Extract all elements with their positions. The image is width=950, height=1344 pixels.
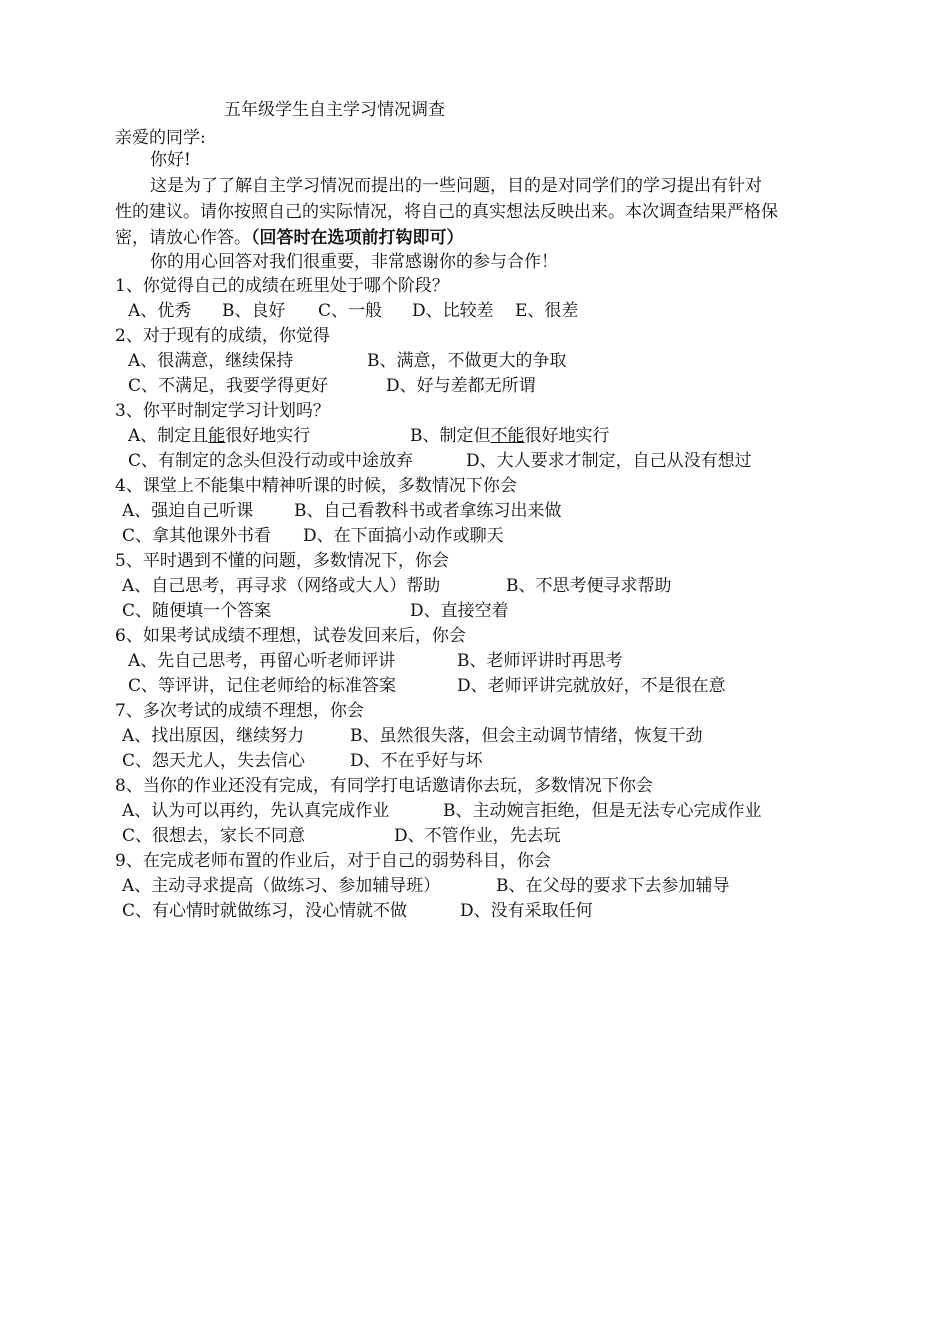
thanks-text: 你的用心回答对我们很重要，非常感谢你的参与合作！ — [150, 252, 558, 272]
question-6: 6、如果考试成绩不理想，试卷发回来后，你会 — [115, 626, 466, 646]
question-7: 7、多次考试的成绩不理想，你会 — [115, 701, 364, 721]
q3-option-b-text: B、制定但 — [410, 426, 491, 446]
q1-option-e[interactable]: E、很差 — [515, 301, 579, 321]
q7-option-d[interactable]: D、不在乎好与坏 — [350, 751, 483, 771]
q8-option-c[interactable]: C、很想去，家长不同意 — [122, 826, 306, 846]
q9-option-c[interactable]: C、有心情时就做练习，没心情就不做 — [122, 901, 408, 921]
question-8: 8、当你的作业还没有完成，有同学打电话邀请你去玩，多数情况下你会 — [115, 776, 653, 796]
question-3: 3、你平时制定学习计划吗？ — [115, 401, 330, 421]
q2-option-b[interactable]: B、满意，不做更大的争取 — [367, 351, 567, 371]
question-1: 1、你觉得自己的成绩在班里处于哪个阶段？ — [115, 276, 449, 296]
q9-option-b[interactable]: B、在父母的要求下去参加辅导 — [496, 876, 730, 896]
question-5: 5、平时遇到不懂的问题，多数情况下，你会 — [115, 551, 449, 571]
q8-option-d[interactable]: D、不管作业，先去玩 — [394, 826, 561, 846]
q5-option-a[interactable]: A、自己思考，再寻求（网络或大人）帮助 — [122, 576, 441, 596]
greeting: 亲爱的同学: — [115, 128, 206, 148]
question-2: 2、对于现有的成绩，你觉得 — [115, 326, 330, 346]
instruction-bold: （回答时在选项前打钩即可） — [251, 228, 464, 248]
q4-option-c[interactable]: C、拿其他课外书看 — [122, 526, 272, 546]
q6-option-a[interactable]: A、先自己思考，再留心听老师评讲 — [128, 651, 396, 671]
question-4: 4、课堂上不能集中精神听课的时候，多数情况下你会 — [115, 476, 517, 496]
q9-option-a[interactable]: A、主动寻求提高（做练习、参加辅导班） — [122, 876, 441, 896]
intro-line-3-text: 密，请放心作答。 — [115, 228, 251, 248]
q3-option-a[interactable] — [128, 424, 310, 449]
q6-option-c[interactable]: C、等评讲，记住老师给的标准答案 — [128, 676, 397, 696]
q3-option-b[interactable] — [410, 424, 610, 449]
q3-option-a-rest: 很好地实行 — [225, 426, 311, 446]
hello-text: 你好! — [150, 150, 191, 170]
q6-option-d[interactable]: D、老师评讲完就放好，不是很在意 — [457, 676, 726, 696]
q4-option-b[interactable]: B、自己看教科书或者拿练习出来做 — [294, 501, 562, 521]
q5-option-d[interactable]: D、直接空着 — [410, 601, 509, 621]
q2-option-d[interactable]: D、好与差都无所谓 — [386, 376, 536, 396]
intro-line-3 — [115, 226, 464, 251]
q1-option-d[interactable]: D、比较差 — [412, 301, 494, 321]
q3-option-b-rest: 很好地实行 — [524, 426, 610, 446]
q3-option-a-underlined: 能 — [208, 426, 226, 446]
q1-option-c[interactable]: C、一般 — [318, 301, 383, 321]
question-9: 9、在完成老师布置的作业后，对于自己的弱势科目，你会 — [115, 851, 551, 871]
q3-option-d[interactable]: D、大人要求才制定，自己从没有想过 — [466, 451, 752, 471]
q3-option-c[interactable]: C、有制定的念头但没行动或中途放弃 — [128, 451, 414, 471]
q6-option-b[interactable]: B、老师评讲时再思考 — [457, 651, 623, 671]
q7-option-a[interactable]: A、找出原因，继续努力 — [122, 726, 305, 746]
intro-line-2: 性的建议。请你按照自己的实际情况，将自己的真实想法反映出来。本次调查结果严格保 — [115, 202, 778, 222]
q1-option-b[interactable]: B、良好 — [222, 301, 286, 321]
q5-option-c[interactable]: C、随便填一个答案 — [122, 601, 272, 621]
survey-title: 五年级学生自主学习情况调查 — [224, 100, 445, 120]
q4-option-d[interactable]: D、在下面搞小动作或聊天 — [303, 526, 504, 546]
q4-option-a[interactable]: A、强迫自己听课 — [122, 501, 254, 521]
q5-option-b[interactable]: B、不思考便寻求帮助 — [506, 576, 672, 596]
q3-option-a-text: A、制定且 — [128, 426, 209, 446]
q1-option-a[interactable]: A、优秀 — [128, 301, 192, 321]
q3-option-b-underlined: 不能 — [490, 426, 525, 446]
q2-option-a[interactable]: A、很满意，继续保持 — [128, 351, 294, 371]
q8-option-a[interactable]: A、认为可以再约，先认真完成作业 — [122, 801, 390, 821]
q2-option-c[interactable]: C、不满足，我要学得更好 — [128, 376, 329, 396]
intro-line-1: 这是为了了解自主学习情况而提出的一些问题，目的是对同学们的学习提出有针对 — [150, 176, 762, 196]
q9-option-d[interactable]: D、没有采取任何 — [460, 901, 593, 921]
q7-option-c[interactable]: C、怨天尤人，失去信心 — [122, 751, 306, 771]
q8-option-b[interactable]: B、主动婉言拒绝，但是无法专心完成作业 — [443, 801, 762, 821]
q7-option-b[interactable]: B、虽然很失落，但会主动调节情绪，恢复干劲 — [350, 726, 703, 746]
